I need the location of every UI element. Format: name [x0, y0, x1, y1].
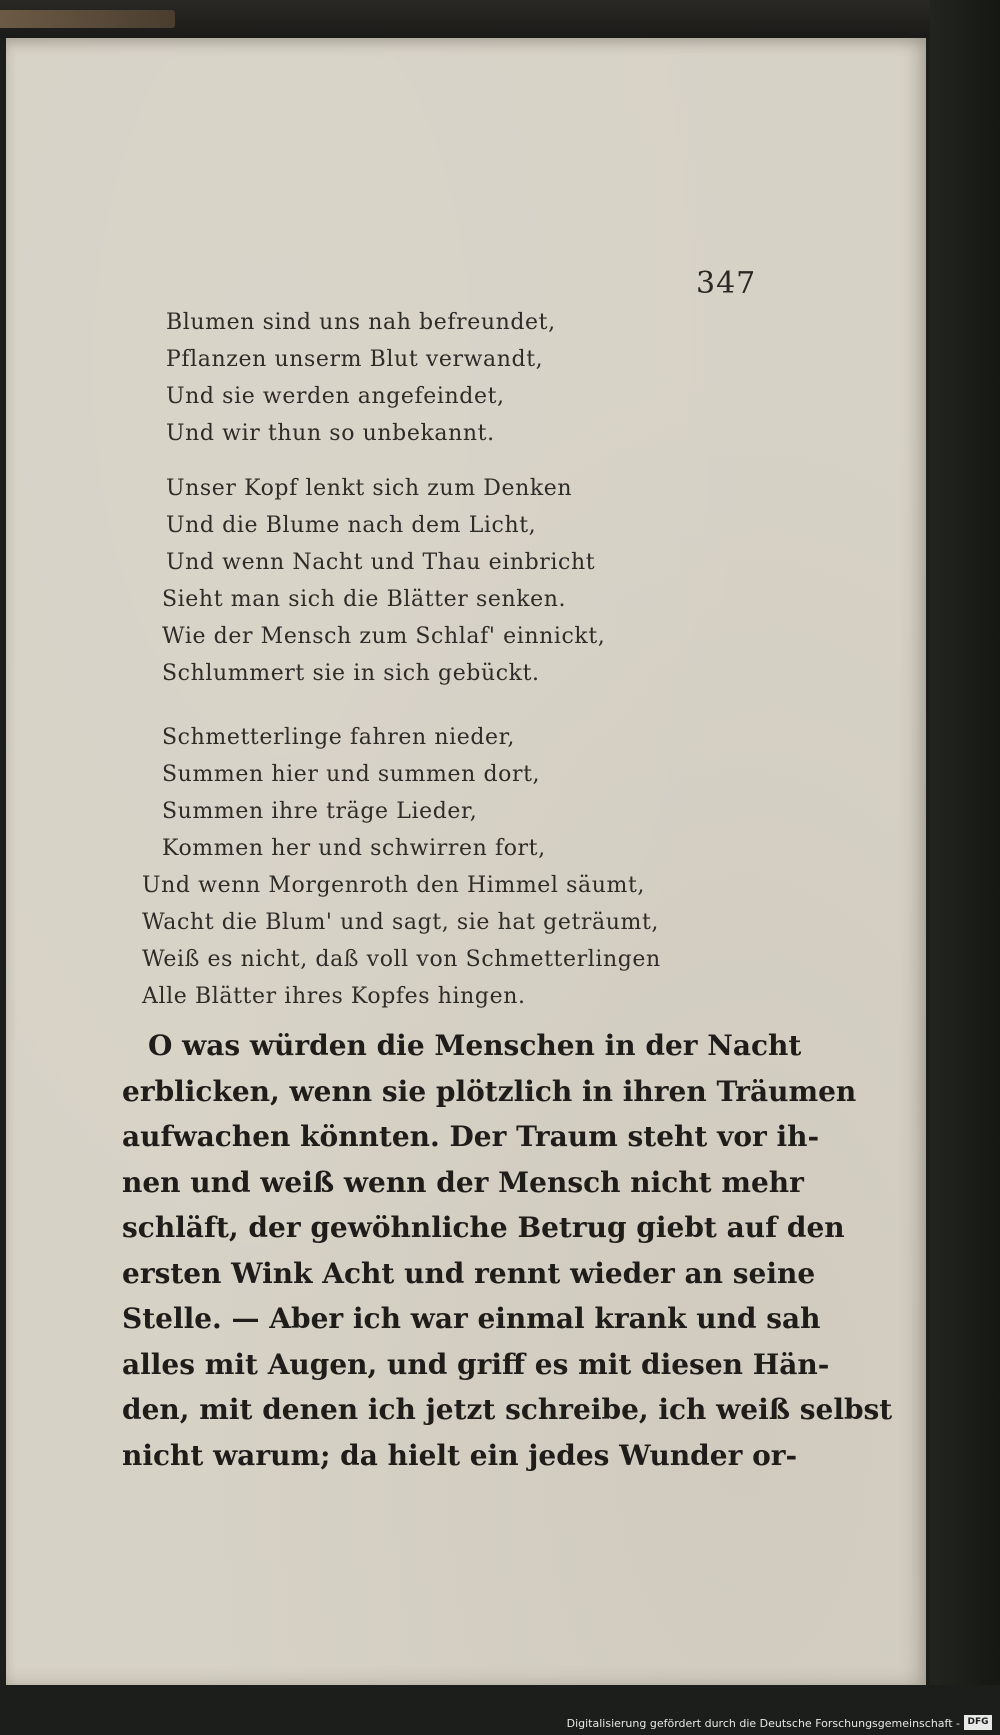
- verse-line: Und die Blume nach dem Licht,: [166, 513, 537, 538]
- verse-line: Und wenn Nacht und Thau einbricht: [166, 550, 596, 575]
- verse-line: Kommen her und schwirren fort,: [162, 836, 546, 861]
- verse-line: Sieht man sich die Blätter senken.: [162, 587, 567, 612]
- prose-paragraph: [122, 1023, 893, 1478]
- scan-top-edge: [0, 0, 1000, 38]
- verse-line: Schmetterlinge fahren nieder,: [162, 725, 515, 750]
- verse-line: Wacht die Blum' und sagt, sie hat geträumt,: [142, 910, 659, 935]
- verse-line: Alle Blätter ihres Kopfes hingen.: [142, 984, 526, 1009]
- verse-line: Und wir thun so unbekannt.: [166, 421, 495, 446]
- scan-right-edge: [930, 0, 1000, 1735]
- verse-line: Pflanzen unserm Blut verwandt,: [166, 347, 544, 372]
- verse-line: Und wenn Morgenroth den Himmel säumt,: [142, 873, 646, 898]
- digitization-credit: Digitalisierung gefördert durch die Deutsche Forschungsgemeinschaft -: [566, 1717, 960, 1730]
- verse-line: Summen ihre träge Lieder,: [162, 799, 478, 824]
- dfg-logo: DFG: [964, 1715, 992, 1730]
- prose-line: schläft, der gewöhnliche Betrug giebt auf den: [122, 1211, 845, 1244]
- prose-line: nicht warum; da hielt ein jedes Wunder or-: [122, 1438, 798, 1472]
- book-edge-tab: [0, 10, 175, 28]
- prose-line: den, mit denen ich jetzt schreibe, ich weiß selbst: [122, 1393, 893, 1426]
- page-number: 347: [696, 266, 757, 301]
- prose-line: alles mit Augen, und griff es mit diesen Hän-: [122, 1347, 830, 1381]
- verse-line: Wie der Mensch zum Schlaf' einnickt,: [162, 624, 606, 649]
- prose-line: aufwachen könnten. Der Traum steht vor ih-: [122, 1120, 820, 1153]
- prose-line: O was würden die Menschen in der Nacht: [148, 1029, 802, 1062]
- verse-line: Und sie werden angefeindet,: [166, 384, 505, 409]
- verse-line: Schlummert sie in sich gebückt.: [162, 661, 540, 686]
- prose-line: Stelle. — Aber ich war einmal krank und sah: [122, 1302, 821, 1335]
- prose-line: nen und weiß wenn der Mensch nicht mehr: [122, 1165, 804, 1199]
- verse-line: Weiß es nicht, daß voll von Schmetterlingen: [142, 947, 661, 972]
- verse-line: Blumen sind uns nah befreundet,: [166, 310, 556, 335]
- book-page: [6, 38, 926, 1685]
- poem: [6, 38, 926, 1038]
- verse-line: Summen hier und summen dort,: [162, 762, 541, 787]
- prose-line: ersten Wink Acht und rennt wieder an seine: [122, 1256, 816, 1290]
- verse-line: Unser Kopf lenkt sich zum Denken: [166, 476, 573, 501]
- prose-line: erblicken, wenn sie plötzlich in ihren Träumen: [122, 1074, 857, 1108]
